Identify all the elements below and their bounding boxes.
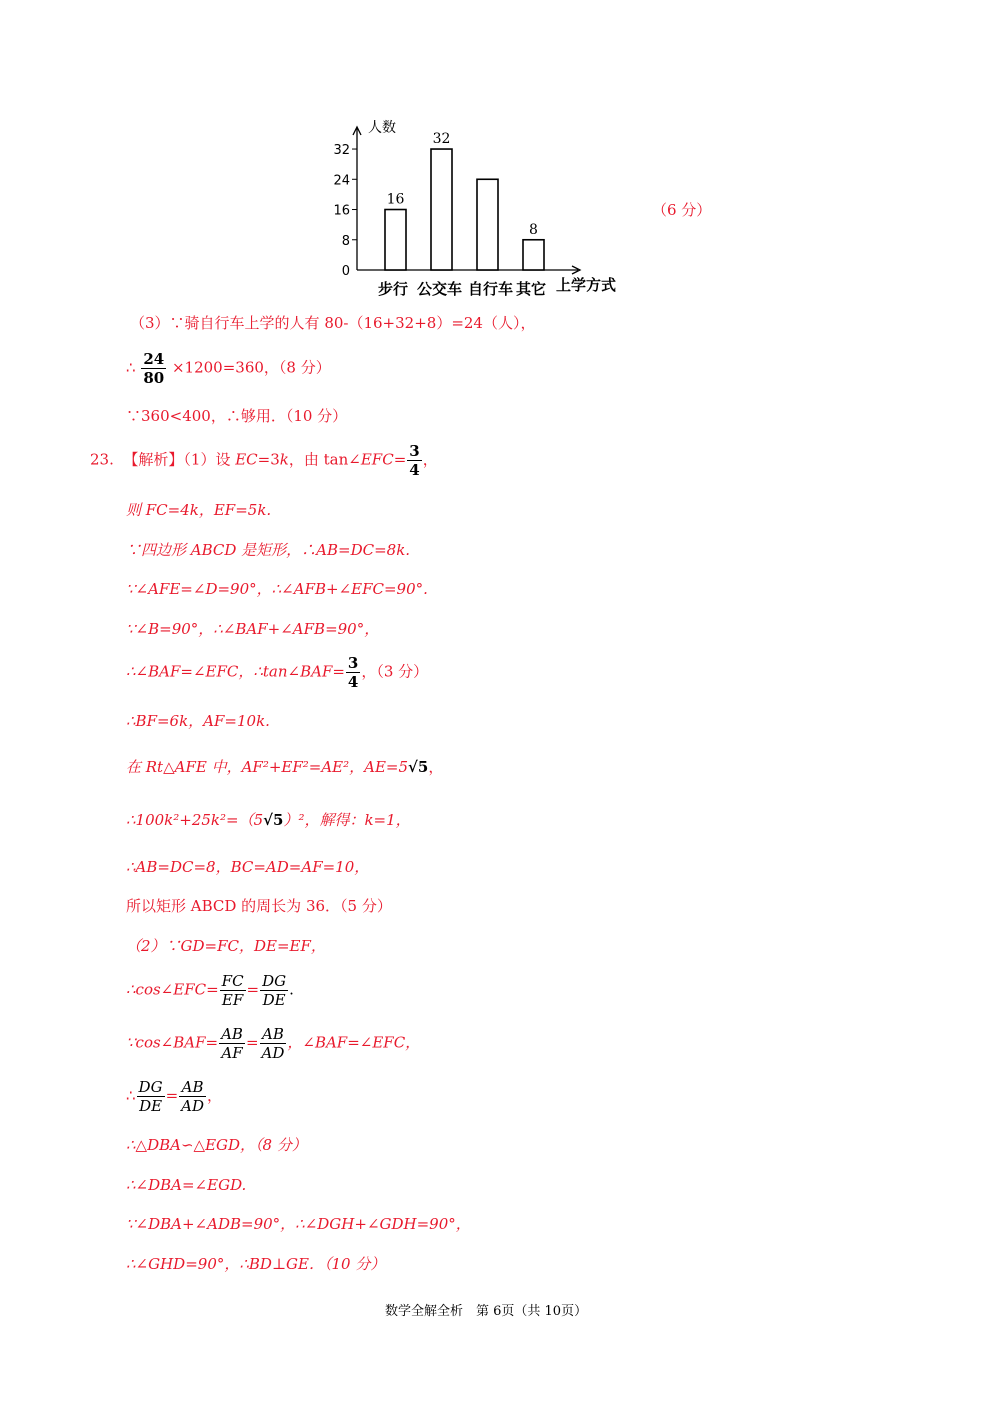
q23-l3-text: ∵四边形 ABCD 是矩形，∴AB=DC=8k.	[126, 541, 411, 559]
frac-num: 3	[347, 654, 359, 672]
comma: ，	[422, 450, 438, 469]
period: .	[289, 980, 294, 999]
q23-line5	[126, 619, 379, 639]
x-category-label: 步行	[378, 280, 409, 298]
frac-den: AD	[261, 1044, 285, 1062]
y-tick-label: 16	[333, 203, 350, 219]
q23-l13-text: ∴cos∠EFC=	[126, 980, 219, 999]
q23-l17-text: ∴∠DBA=∠EGD.	[126, 1176, 247, 1194]
bar	[523, 240, 544, 270]
score-6: （6 分）	[652, 201, 712, 219]
q23-line18	[126, 1214, 471, 1234]
q23-line15	[126, 1078, 222, 1115]
bar-data-label: 32	[432, 131, 451, 148]
frac-num: AB	[179, 1078, 206, 1097]
q23-line4	[126, 579, 428, 599]
x-category-label: 自行车	[468, 280, 514, 298]
q23-l19-text: ∴∠GHD=90°，∴BD⊥GE．（10 分）	[126, 1255, 386, 1273]
fraction-ab-af	[219, 1025, 245, 1062]
q23-line11: 所以矩形 ABCD 的周长为 36．（5 分）	[126, 897, 392, 915]
q23-l1-c: ，由 tan∠	[288, 450, 361, 469]
q23-l18-text: ∵∠DBA+∠ADB=90°，∴∠DGH+∠GDH=90°，	[126, 1215, 471, 1233]
q23-line19	[126, 1254, 385, 1274]
q23-l16-text: ∴△DBA∽△EGD，（8 分）	[126, 1136, 307, 1154]
fraction-dg-de	[137, 1078, 165, 1115]
equals: =	[245, 1033, 259, 1052]
frac-den: 4	[409, 461, 420, 479]
frac-num: DG	[262, 972, 287, 990]
q23-l10-text: ∴AB=DC=8，BC=AD=AF=10，	[126, 858, 370, 876]
q23-l6-post: ，（3 分）	[361, 662, 429, 681]
q23-l2-text: 则 FC=4k，EF=5k.	[126, 501, 272, 519]
q23-line12	[126, 936, 326, 956]
q23-l12-text: （2）∵GD=FC，DE=EF，	[126, 937, 326, 955]
y-tick-label: 8	[341, 233, 350, 249]
q23-l1-a: （1）设	[183, 450, 236, 469]
q23-line14	[126, 1025, 420, 1062]
frac-num: 3	[409, 442, 420, 460]
q23-tag: 【解析】	[123, 450, 184, 469]
q23-l8-text: 在 Rt△AFE 中，AF²+EF²=AE²，AE=5	[126, 758, 409, 776]
fraction-3-4	[346, 654, 360, 691]
q23-line10	[126, 857, 369, 877]
chart-categories	[378, 280, 546, 298]
page-footer: 数学全解全析 第 6页（共 10页）	[385, 1304, 588, 1319]
q23-l9-post: ）²，解得：k=1，	[283, 811, 411, 829]
bar	[431, 149, 452, 270]
q23-l1-b: =3	[257, 450, 280, 469]
q23-line16	[126, 1135, 307, 1155]
chart-yticks	[333, 143, 357, 279]
fraction-24-80	[141, 350, 166, 387]
frac-num: DG	[138, 1078, 163, 1096]
q23-l7-text: ∴BF=6k，AF=10k.	[126, 712, 270, 730]
q23-number: 23.	[90, 450, 114, 469]
frac-den: EF	[221, 991, 244, 1009]
chart-ylabel: 人数	[368, 120, 396, 136]
y-tick-label: 24	[333, 173, 350, 189]
equals: =	[165, 1086, 179, 1105]
comma: ，	[207, 1086, 223, 1105]
p3-line3: ∵360<400，∴够用．（10 分）	[126, 407, 348, 425]
bar-data-label: 8	[529, 221, 538, 238]
p3-line1: （3）∵骑自行车上学的人有 80-（16+32+8）=24（人），	[130, 314, 536, 332]
q23-line13	[126, 972, 294, 1009]
q23-l4-text: ∵∠AFE=∠D=90°，∴∠AFB+∠EFC=90°.	[126, 580, 428, 598]
sqrt-5: √5	[408, 758, 429, 776]
frac-den: AD	[181, 1097, 204, 1115]
frac-num: FC	[221, 972, 244, 990]
frac-num: AB	[260, 1025, 287, 1044]
bar-chart	[328, 118, 638, 302]
var-efc: EFC	[360, 450, 394, 469]
q23-l6-text: ∴∠BAF=∠EFC，∴tan∠BAF=	[126, 662, 345, 681]
frac-den: 80	[143, 369, 165, 387]
frac-den: DE	[139, 1097, 163, 1115]
sqrt-5: √5	[263, 811, 284, 829]
q23-line2	[126, 500, 271, 520]
p3-line2	[126, 350, 331, 387]
q23-line17	[126, 1175, 246, 1195]
bar	[477, 179, 498, 270]
q23-line3	[126, 540, 410, 560]
q23-line7	[126, 711, 270, 731]
fraction-ab-ad	[179, 1078, 206, 1115]
chart-bars	[385, 131, 544, 270]
q23-l5-text: ∵∠B=90°，∴∠BAF+∠AFB=90°，	[126, 620, 380, 638]
fraction-fc-ef	[220, 972, 246, 1009]
x-category-label: 公交车	[417, 280, 463, 298]
fraction-3-4	[407, 442, 421, 479]
fraction-dg-de	[260, 972, 288, 1009]
y-tick-label: 32	[333, 143, 350, 159]
bar-data-label: 16	[386, 191, 405, 208]
q23-l14-text: ∵cos∠BAF=	[126, 1033, 219, 1052]
frac-den: DE	[262, 991, 286, 1009]
var-ec: EC	[235, 450, 258, 469]
therefore-sign: ∴	[126, 358, 136, 377]
q23-line9	[126, 810, 411, 830]
y-tick-label: 0	[341, 264, 350, 279]
q23-line8	[126, 757, 443, 777]
var-k: k	[279, 450, 289, 469]
q23-line1	[90, 442, 438, 479]
equals: =	[246, 980, 260, 999]
chart-xlabel: 上学方式	[556, 276, 617, 294]
therefore-sign: ∴	[126, 1086, 136, 1105]
p3-line2-text: ×1200=360，（8 分）	[171, 358, 331, 377]
fraction-ab-ad	[260, 1025, 287, 1062]
comma: ，	[428, 758, 444, 776]
q23-l14-post: ，∠BAF=∠EFC，	[287, 1033, 421, 1052]
q23-l9-text: ∴100k²+25k²=（5	[126, 811, 264, 829]
frac-den: AF	[221, 1044, 243, 1062]
bar	[385, 210, 406, 270]
frac-num: AB	[221, 1025, 243, 1043]
q23-line6	[126, 654, 428, 691]
frac-num: 24	[143, 350, 165, 368]
frac-den: 4	[347, 673, 359, 691]
equals: =	[393, 450, 407, 469]
x-category-label: 其它	[516, 280, 547, 298]
